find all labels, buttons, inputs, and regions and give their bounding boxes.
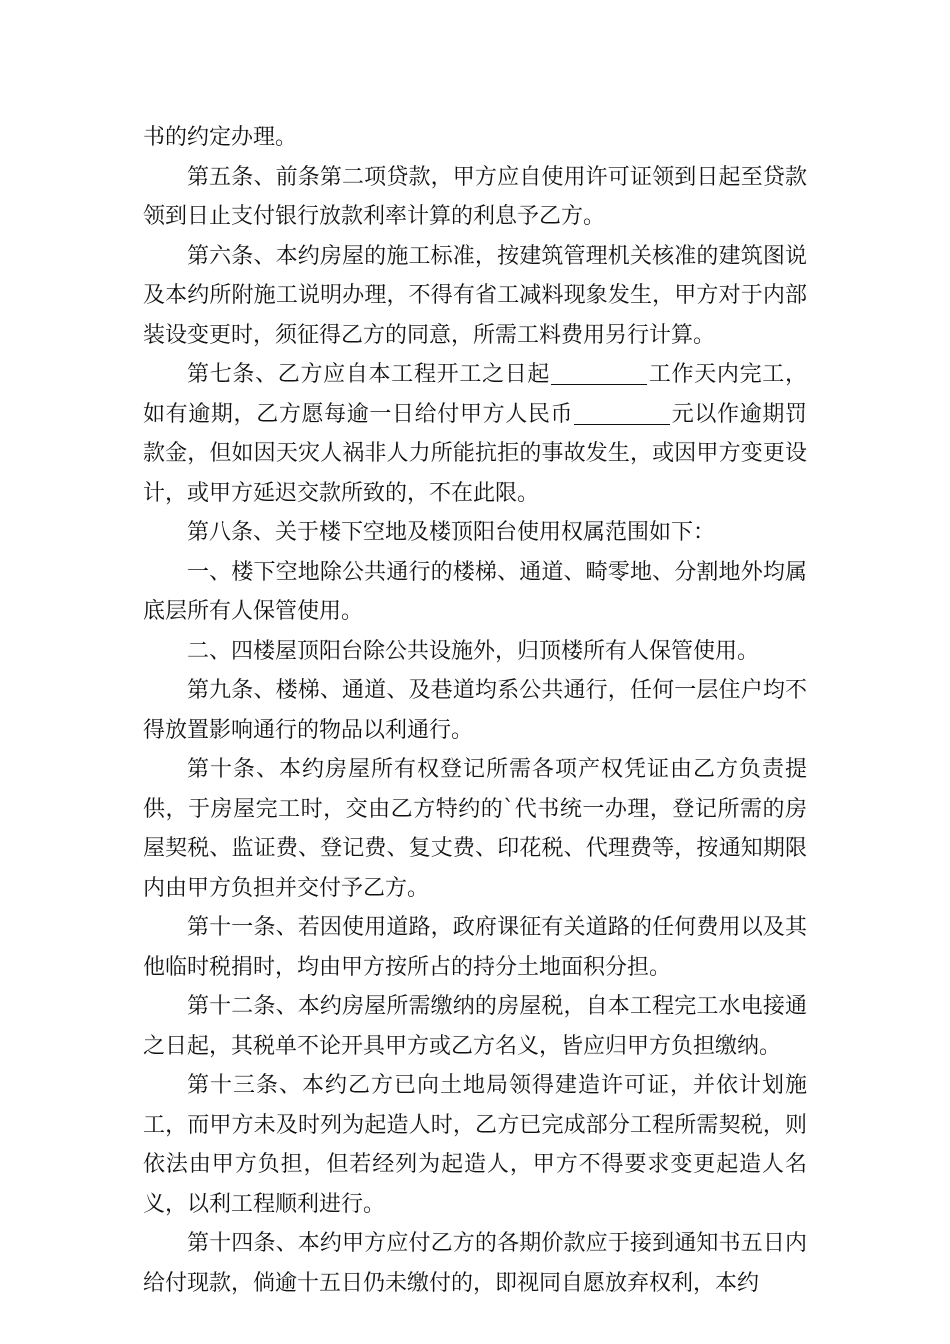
article-5: 第五条、前条第二项贷款，甲方应自使用许可证领到日起至贷款领到日止支付银行放款利率计算的利息予乙方。 — [143, 164, 807, 229]
article-8-item-2: 二、四楼屋顶阳台除公共设施外，归顶楼所有人保管使用。 — [187, 638, 760, 664]
article-7-part-1: 第七条、乙方应自本工程开工之日起 — [187, 362, 551, 387]
article-11: 第十一条、若因使用道路，政府课征有关道路的任何费用以及其他临时税捐时，均由甲方按所占的持分土地面积分担。 — [143, 915, 807, 980]
document-body — [143, 118, 807, 1303]
article-8: 第八条、关于楼下空地及楼顶阳台使用权属范围如下： — [187, 520, 716, 545]
blank-days-line — [551, 362, 647, 385]
article-10: 第十条、本约房屋所有权登记所需各项产权凭证由乙方负责提供，于房屋完工时，交由乙方特约的`代书统一办理，登记所需的房屋契税、监证费、登记费、复丈费、印花税、代理费等，按通知期限内由甲方负担并交付予乙方。 — [143, 757, 807, 901]
blank-amount-line — [574, 402, 670, 425]
article-8-item-1: 一、楼下空地除公共通行的楼梯、通道、畸零地、分割地外均属底层所有人保管使用。 — [143, 559, 807, 624]
article-14: 第十四条、本约甲方应付乙方的各期价款应于接到通知书五日内给付现款，倘逾十五日仍未缴付的，即视同自愿放弃权利，本约 — [143, 1231, 807, 1296]
article-13: 第十三条、本约乙方已向土地局领得建造许可证，并依计划施工，而甲方未及时列为起造人时，乙方已完成部分工程所需契税，则依法由甲方负担，但若经列为起造人，甲方不得要求变更起造人名义，以利工程顺利进行。 — [143, 1073, 807, 1217]
article-7 — [143, 355, 807, 513]
paragraph-continuation: 书的约定办理。 — [143, 125, 298, 150]
article-9: 第九条、楼梯、通道、及巷道均系公共通行，任何一层住户均不得放置影响通行的物品以利通行。 — [143, 678, 807, 743]
article-6: 第六条、本约房屋的施工标准，按建筑管理机关核准的建筑图说及本约所附施工说明办理，不得有省工减料现象发生，甲方对于内部装设变更时，须征得乙方的同意，所需工料费用另行计算。 — [143, 243, 807, 348]
article-12: 第十二条、本约房屋所需缴纳的房屋税，自本工程完工水电接通之日起，其税单不论开具甲方或乙方名义，皆应归甲方负担缴纳。 — [143, 994, 807, 1059]
article-7-part-2: 工作天内完工，如有逾期，乙方愿每逾一日给付甲方人民币 — [143, 362, 807, 427]
article-7-part-3: 元以作逾期罚款金，但如因天灾人祸非人力所能抗拒的事故发生，或因甲方变更设计，或甲方延迟交款所致的，不在此限。 — [143, 401, 807, 506]
